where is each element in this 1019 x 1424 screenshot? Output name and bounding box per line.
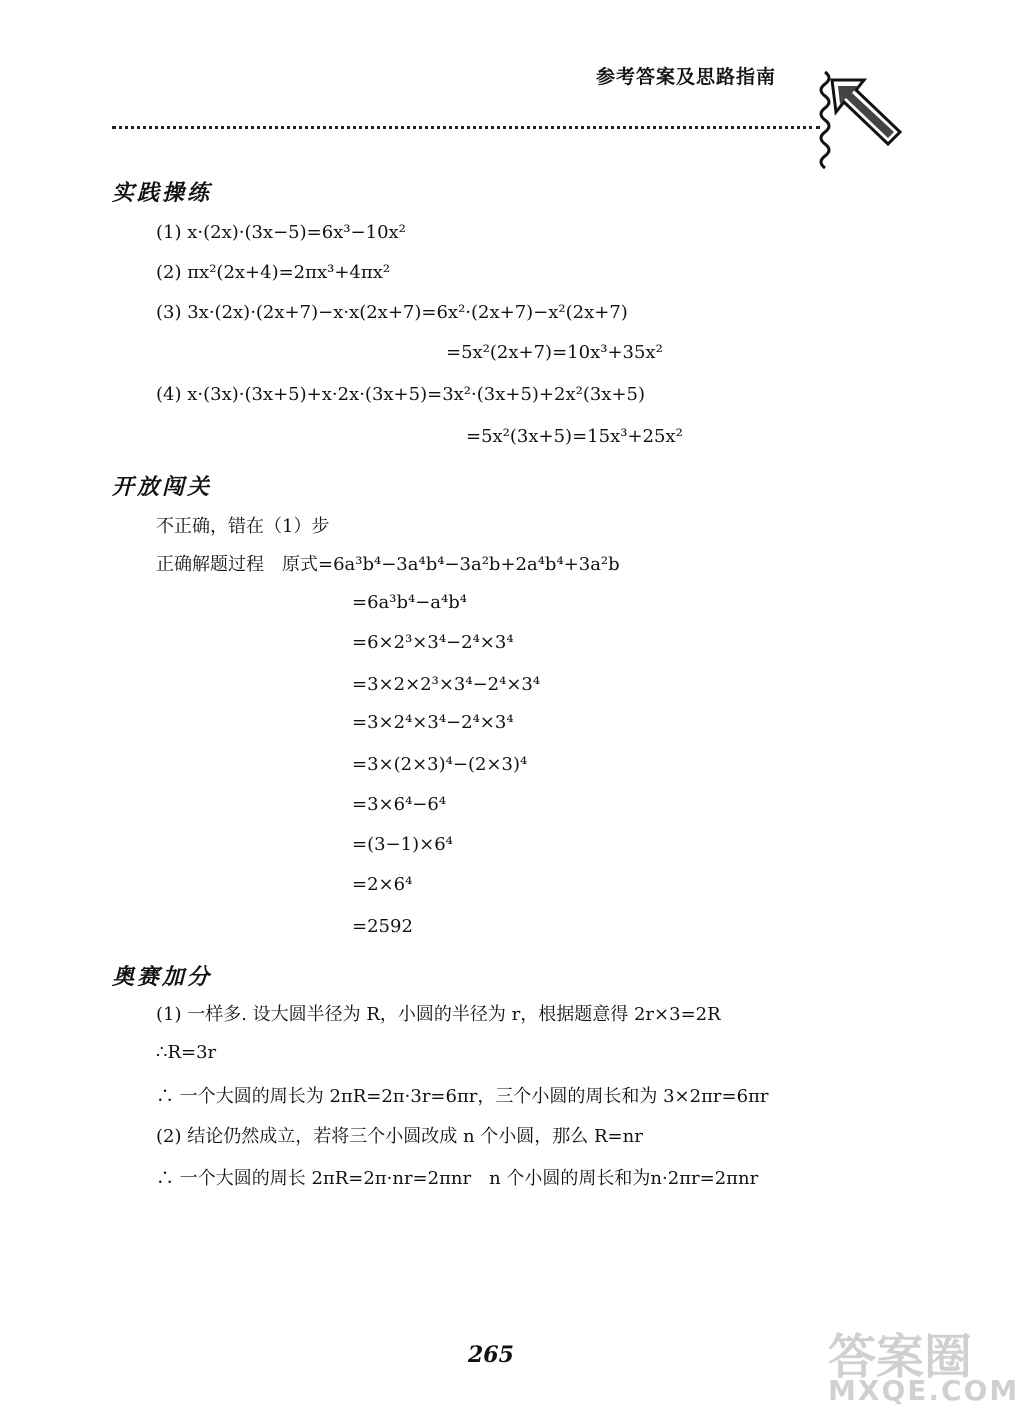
open-line-solution-start: 正确解题过程 原式=6a³b⁴−3a⁴b⁴−3a²b+2a⁴b⁴+3a²b xyxy=(156,554,620,575)
watermark-logo xyxy=(828,1318,1019,1414)
practice-line-4-cont: =5x²(3x+5)=15x³+25x² xyxy=(466,426,683,447)
open-step-5: =3×(2×3)⁴−(2×3)⁴ xyxy=(352,754,528,775)
watermark-top-text: 答案圈 xyxy=(828,1329,973,1385)
practice-line-3-cont: =5x²(2x+7)=10x³+35x² xyxy=(446,342,663,363)
open-step-9: =2592 xyxy=(352,916,413,937)
practice-line-1: (1) x·(2x)·(3x−5)=6x³−10x² xyxy=(156,222,406,243)
practice-line-2: (2) πx²(2x+4)=2πx³+4πx² xyxy=(156,262,391,283)
section-title-bonus: 奥赛加分 xyxy=(112,965,213,990)
up-left-arrow-icon xyxy=(828,74,904,146)
section-title-practice: 实践操练 xyxy=(112,181,213,206)
open-step-2: =6×2³×3⁴−2⁴×3⁴ xyxy=(352,632,514,653)
running-header-title: 参考答案及思路指南 xyxy=(596,66,777,88)
bonus-line-2: ∴R=3r xyxy=(156,1042,217,1063)
header-dotted-rule xyxy=(112,126,820,129)
bonus-line-4: (2) 结论仍然成立，若将三个小圆改成 n 个小圆，那么 R=nr xyxy=(156,1126,643,1147)
open-line-verdict: 不正确，错在（1）步 xyxy=(156,516,330,537)
open-step-7: =(3−1)×6⁴ xyxy=(352,834,453,855)
watermark-bottom-text: MXQE.COM xyxy=(828,1374,1019,1407)
practice-line-4: (4) x·(3x)·(3x+5)+x·2x·(3x+5)=3x²·(3x+5)+2x²(3x+5) xyxy=(156,384,645,405)
open-step-6: =3×6⁴−6⁴ xyxy=(352,794,447,815)
bonus-line-1: (1) 一样多. 设大圆半径为 R，小圆的半径为 r，根据题意得 2r×3=2R xyxy=(156,1004,721,1025)
open-step-1: =6a³b⁴−a⁴b⁴ xyxy=(352,592,467,613)
open-step-4: =3×2⁴×3⁴−2⁴×3⁴ xyxy=(352,712,514,733)
open-step-3: =3×2×2³×3⁴−2⁴×3⁴ xyxy=(352,674,541,695)
bonus-line-5: ∴ 一个大圆的周长 2πR=2π·nr=2πnr n 个小圆的周长和为n·2πr=2πnr xyxy=(156,1168,759,1189)
section-title-open: 开放闯关 xyxy=(112,475,213,500)
page-number: 265 xyxy=(468,1342,514,1368)
bonus-line-3: ∴ 一个大圆的周长为 2πR=2π·3r=6πr，三个小圆的周长和为 3×2πr=6πr xyxy=(156,1086,769,1107)
practice-line-3: (3) 3x·(2x)·(2x+7)−x·x(2x+7)=6x²·(2x+7)−x²(2x+7) xyxy=(156,302,628,323)
open-step-8: =2×6⁴ xyxy=(352,874,413,895)
